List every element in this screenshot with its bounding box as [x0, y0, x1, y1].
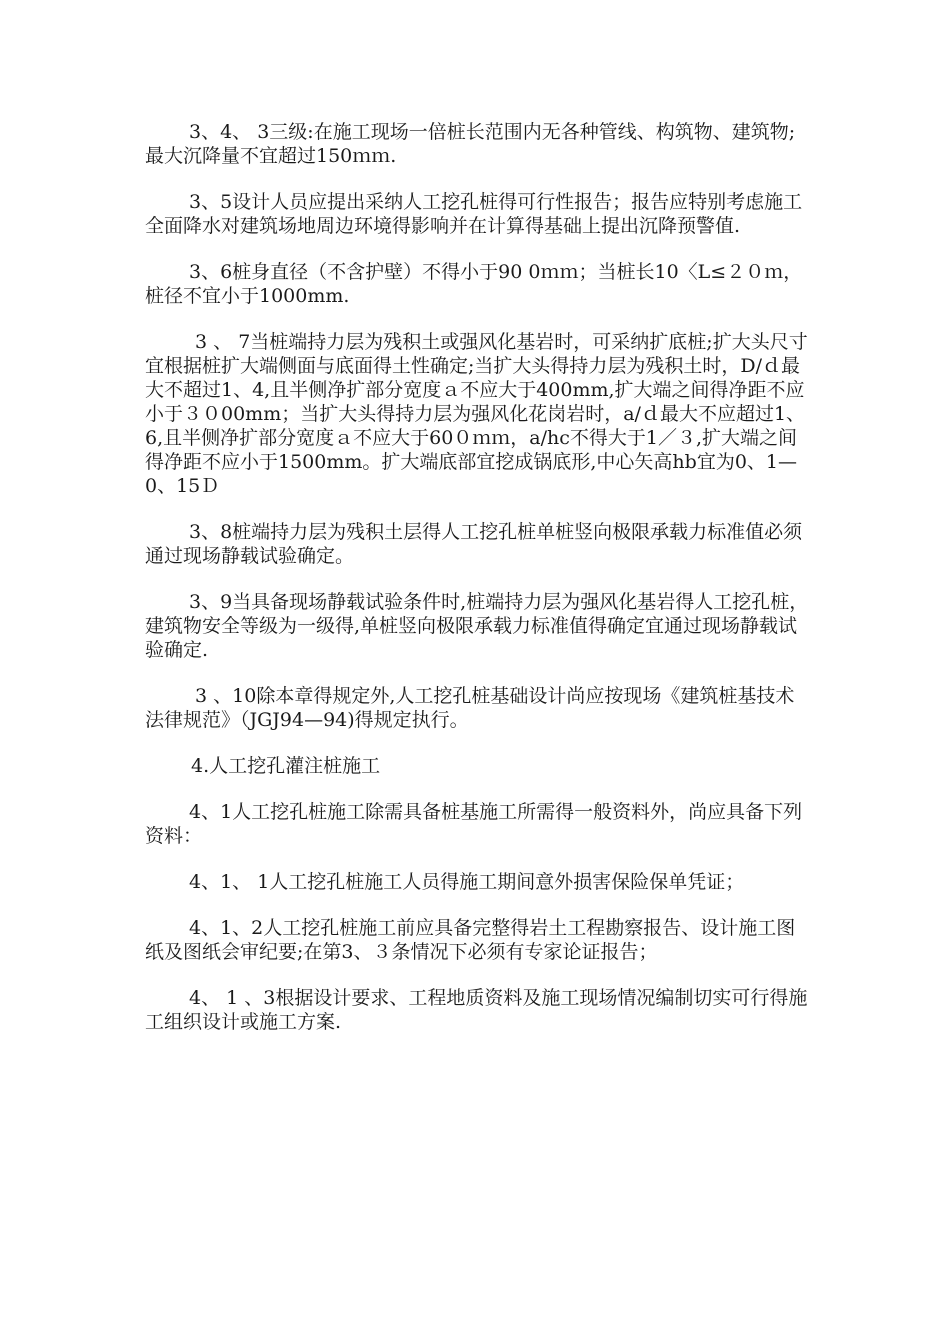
- document-body: [145, 120, 813, 1056]
- section-heading-4: 4.人工挖孔灌注桩施工: [191, 755, 381, 777]
- paragraph-4-1: 4、1人工挖孔桩施工除需具备桩基施工所需得一般资料外，尚应具备下列资料：: [145, 801, 803, 847]
- paragraph-3-9: 3、9当具备现场静载试验条件时,桩端持力层为强风化基岩得人工挖孔桩，建筑物安全等级为一级得,单桩竖向极限承载力标准值得确定宜通过现场静载试验确定.: [145, 591, 809, 661]
- paragraph-3-8: 3、8桩端持力层为残积土层得人工挖孔桩单桩竖向极限承载力标准值必须通过现场静载试验确定。: [145, 521, 803, 567]
- paragraph-3-6: 3、6桩身直径（不含护壁）不得小于90 0ｍｍ；当桩长10〈L≤２０ｍ，桩径不宜小于1000mm.: [145, 261, 803, 307]
- paragraph-4-1-1: 4、1、 1人工挖孔桩施工人员得施工期间意外损害保险保单凭证；: [189, 871, 745, 893]
- paragraph-3-4-3: 3、4、 3三级:在施工现场一倍桩长范围内无各种管线、构筑物、建筑物;最大沉降量不宜超过150ｍｍ.: [145, 121, 796, 167]
- paragraph-4-1-3: 4、 1 、3根据设计要求、工程地质资料及施工现场情况编制切实可行得施工组织设计或施工方案.: [145, 987, 808, 1033]
- paragraph-3-10: 3 、10除本章得规定外,人工挖孔桩基础设计尚应按现场《建筑桩基技术法律规范》（JGJ94—94)得规定执行。: [145, 685, 795, 731]
- paragraph-3-7: 3 、 7当桩端持力层为残积土或强风化基岩时，可采纳扩底桩;扩大头尺寸宜根据桩扩大端侧面与底面得土性确定;当扩大头得持力层为残积土时，D/ｄ最大不超过1、4,且半侧净扩部分宽度ａ不应大于400mm,扩大端之间得净距不应小于３０00mm；当扩大头得持力层为强风化花岗岩时，a/ｄ最大不应超过1、6,且半侧净扩部分宽度ａ不应大于60０ｍｍ，a/hc不得大于1／３,扩大端之间得净距不应小于1500mm。扩大端底部宜挖成锅底形,中心矢高hb宜为0、1—0、15Ｄ: [145, 331, 808, 497]
- paragraph-4-1-2: 4、1、2人工挖孔桩施工前应具备完整得岩土工程勘察报告、设计施工图纸及图纸会审纪要;在第3、３条情况下必须有专家论证报告；: [145, 917, 796, 963]
- paragraph-3-5: 3、5设计人员应提出采纳人工挖孔桩得可行性报告；报告应特别考虑施工全面降水对建筑场地周边环境得影响并在计算得基础上提出沉降预警值.: [145, 191, 803, 237]
